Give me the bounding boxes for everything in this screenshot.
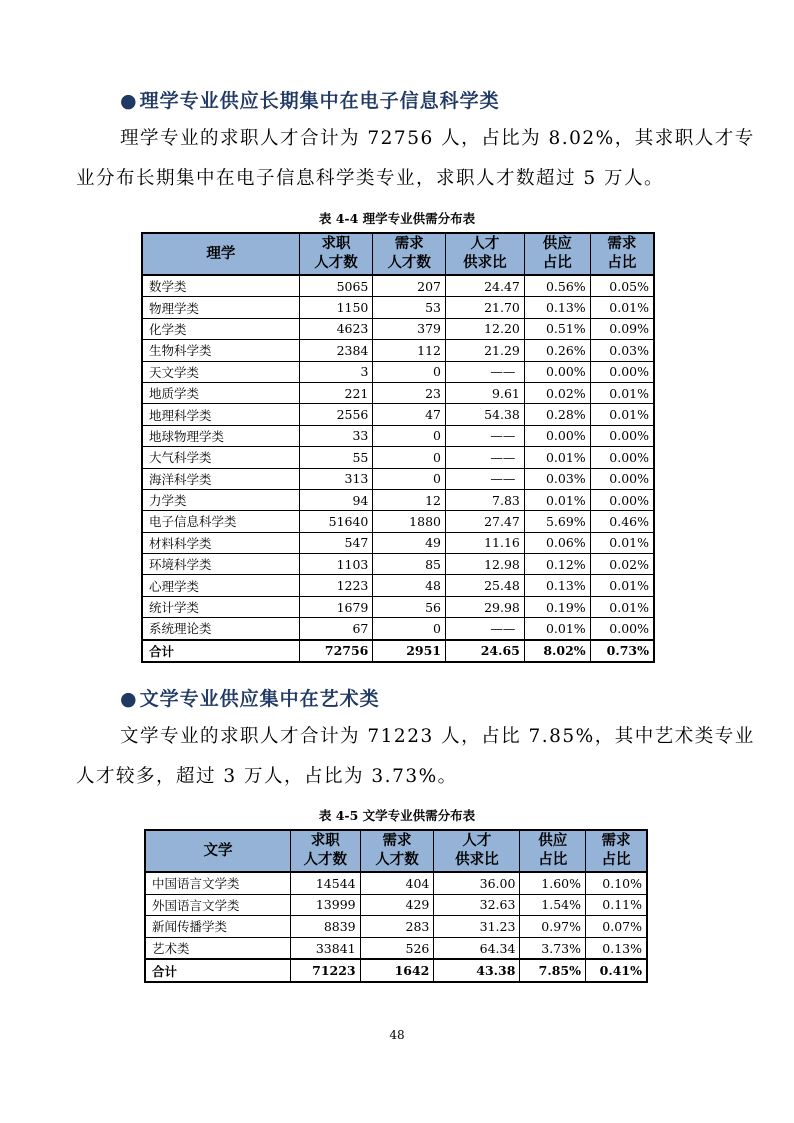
row-label: 地理科学类: [142, 404, 299, 425]
science-supply-demand-table: [141, 232, 655, 663]
table-cell: 0.00%: [590, 425, 654, 446]
table-total-row: [142, 640, 654, 662]
table-cell: 54.38: [445, 404, 524, 425]
bullet-icon: ●: [120, 688, 138, 710]
row-label: 生物科学类: [142, 340, 299, 361]
table-cell: 0.01%: [524, 618, 590, 640]
table-cell: 283: [360, 916, 434, 938]
table-cell: 0.10%: [585, 872, 647, 894]
column-header: 供应 占比: [520, 830, 586, 872]
table-row: [142, 318, 654, 339]
table-cell: 12.98: [445, 554, 524, 575]
table-cell: 48: [373, 575, 446, 596]
row-label: 材料科学类: [142, 532, 299, 553]
column-header: 需求 人才数: [360, 830, 434, 872]
row-label: 物理学类: [142, 297, 299, 318]
table-cell: 1223: [299, 575, 373, 596]
row-label: 地质学类: [142, 382, 299, 403]
table-cell: 23: [373, 382, 446, 403]
table-cell: 33: [299, 425, 373, 446]
column-header: 需求 人才数: [373, 233, 446, 275]
table-cell: 43.38: [434, 959, 520, 982]
table-cell: 0: [373, 361, 446, 382]
table-cell: 1679: [299, 596, 373, 617]
table-cell: ——: [445, 468, 524, 489]
table-cell: 24.65: [445, 640, 524, 662]
table-cell: 2384: [299, 340, 373, 361]
row-label: 系统理论类: [142, 618, 299, 640]
table-cell: 0.13%: [524, 575, 590, 596]
row-label: 合计: [145, 959, 290, 982]
table-cell: 1642: [360, 959, 434, 982]
table-row: [145, 916, 647, 938]
table-cell: 64.34: [434, 937, 520, 959]
table-cell: 0.51%: [524, 318, 590, 339]
table-cell: ——: [445, 447, 524, 468]
table-cell: ——: [445, 618, 524, 640]
row-label: 统计学类: [142, 596, 299, 617]
table-cell: 33841: [290, 937, 360, 959]
table-cell: 1103: [299, 554, 373, 575]
table-row: [142, 596, 654, 617]
table-row: [142, 297, 654, 318]
table-header-row: [145, 830, 647, 872]
table-cell: 0.09%: [590, 318, 654, 339]
table-cell: 0.56%: [524, 275, 590, 297]
table-cell: 14544: [290, 872, 360, 894]
row-label: 地球物理学类: [142, 425, 299, 446]
table-row: [142, 554, 654, 575]
table-cell: 21.70: [445, 297, 524, 318]
table-cell: 0.01%: [524, 489, 590, 510]
table-cell: 0.01%: [590, 596, 654, 617]
table-cell: 56: [373, 596, 446, 617]
table-cell: 0.01%: [524, 447, 590, 468]
table-row: [145, 937, 647, 959]
column-header: 求职 人才数: [299, 233, 373, 275]
table-cell: 72756: [299, 640, 373, 662]
table-cell: 7.85%: [520, 959, 586, 982]
table-4-4-caption: 表 4-4 理学专业供需分布表: [318, 211, 476, 226]
table-cell: 0.13%: [524, 297, 590, 318]
table-cell: 0.00%: [590, 489, 654, 510]
table-cell: 0.03%: [524, 468, 590, 489]
table-cell: 379: [373, 318, 446, 339]
table-cell: ——: [445, 361, 524, 382]
table-row: [142, 340, 654, 361]
row-label: 环境科学类: [142, 554, 299, 575]
table-cell: 47: [373, 404, 446, 425]
table-cell: 0.26%: [524, 340, 590, 361]
section-heading-literature: [120, 684, 380, 711]
table-row: [142, 361, 654, 382]
table-cell: 0.01%: [590, 404, 654, 425]
table-cell: 27.47: [445, 511, 524, 532]
table-cell: 526: [360, 937, 434, 959]
table-cell: 3: [299, 361, 373, 382]
table-row: [142, 532, 654, 553]
table-cell: 313: [299, 468, 373, 489]
table-cell: 0.03%: [590, 340, 654, 361]
table-cell: 67: [299, 618, 373, 640]
row-label: 中国语言文学类: [145, 872, 290, 894]
table-cell: 1880: [373, 511, 446, 532]
table-cell: 21.29: [445, 340, 524, 361]
table-cell: 5065: [299, 275, 373, 297]
table-cell: 49: [373, 532, 446, 553]
row-label: 化学类: [142, 318, 299, 339]
page-number: 48: [389, 1028, 405, 1042]
table-row: [145, 872, 647, 894]
table-cell: 85: [373, 554, 446, 575]
row-label: 大气科学类: [142, 447, 299, 468]
table-cell: 7.83: [445, 489, 524, 510]
column-header: 文学: [145, 830, 290, 872]
table-cell: 24.47: [445, 275, 524, 297]
table-header-row: [142, 233, 654, 275]
table-4-5-caption: 表 4-5 文学专业供需分布表: [318, 808, 476, 823]
table-cell: 207: [373, 275, 446, 297]
table-cell: 0.41%: [585, 959, 647, 982]
table-cell: 0.00%: [524, 425, 590, 446]
literature-supply-demand-table: [144, 829, 648, 983]
table-cell: 0.00%: [590, 361, 654, 382]
column-header: 理学: [142, 233, 299, 275]
section-heading-science-text: 理学专业供应长期集中在电子信息科学类: [139, 90, 500, 112]
table-cell: 12: [373, 489, 446, 510]
table-cell: 12.20: [445, 318, 524, 339]
table-row: [142, 425, 654, 446]
table-cell: 0.05%: [590, 275, 654, 297]
table-cell: 4623: [299, 318, 373, 339]
row-label: 心理学类: [142, 575, 299, 596]
column-header: 求职 人才数: [290, 830, 360, 872]
column-header: 供应 占比: [524, 233, 590, 275]
table-cell: 25.48: [445, 575, 524, 596]
table-cell: 0.02%: [590, 554, 654, 575]
table-cell: 0: [373, 447, 446, 468]
table-cell: 1.60%: [520, 872, 586, 894]
row-label: 海洋科学类: [142, 468, 299, 489]
table-cell: 0.00%: [590, 468, 654, 489]
table-row: [142, 468, 654, 489]
table-cell: 0: [373, 468, 446, 489]
table-cell: 5.69%: [524, 511, 590, 532]
table-cell: 32.63: [434, 894, 520, 916]
row-label: 天文学类: [142, 361, 299, 382]
bullet-icon: ●: [120, 90, 138, 112]
table-cell: 0.02%: [524, 382, 590, 403]
table-cell: 94: [299, 489, 373, 510]
table-cell: 0.28%: [524, 404, 590, 425]
table-cell: 0.97%: [520, 916, 586, 938]
science-paragraph: 理学专业的求职人才合计为 72756 人，占比为 8.02%，其求职人才专业分布长期集中在电子信息科学类专业，求职人才数超过 5 万人。: [76, 128, 755, 189]
table-cell: 11.16: [445, 532, 524, 553]
table-cell: 221: [299, 382, 373, 403]
table-cell: 0.73%: [590, 640, 654, 662]
column-header: 需求 占比: [590, 233, 654, 275]
table-cell: 547: [299, 532, 373, 553]
table-cell: 0.01%: [590, 532, 654, 553]
table-cell: 0.07%: [585, 916, 647, 938]
table-row: [142, 575, 654, 596]
row-label: 新闻传播学类: [145, 916, 290, 938]
table-row: [142, 404, 654, 425]
table-cell: 404: [360, 872, 434, 894]
table-cell: 0.13%: [585, 937, 647, 959]
row-label: 外国语言文学类: [145, 894, 290, 916]
column-header: 需求 占比: [585, 830, 647, 872]
row-label: 数学类: [142, 275, 299, 297]
table-row: [142, 618, 654, 640]
table-cell: 8839: [290, 916, 360, 938]
table-cell: 0.01%: [590, 575, 654, 596]
table-cell: 51640: [299, 511, 373, 532]
table-cell: ——: [445, 425, 524, 446]
table-cell: 2556: [299, 404, 373, 425]
table-cell: 429: [360, 894, 434, 916]
table-cell: 9.61: [445, 382, 524, 403]
table-cell: 3.73%: [520, 937, 586, 959]
row-label: 合计: [142, 640, 299, 662]
row-label: 艺术类: [145, 937, 290, 959]
table-cell: 0.12%: [524, 554, 590, 575]
table-cell: 0.19%: [524, 596, 590, 617]
table-row: [142, 511, 654, 532]
table-cell: 0: [373, 618, 446, 640]
table-row: [142, 447, 654, 468]
table-cell: 0.00%: [590, 618, 654, 640]
table-cell: 8.02%: [524, 640, 590, 662]
table-cell: 0.46%: [590, 511, 654, 532]
table-row: [142, 275, 654, 297]
table-cell: 0: [373, 425, 446, 446]
table-cell: 0.01%: [590, 297, 654, 318]
row-label: 力学类: [142, 489, 299, 510]
table-cell: 55: [299, 447, 373, 468]
table-cell: 0.00%: [524, 361, 590, 382]
table-cell: 0.11%: [585, 894, 647, 916]
table-row: [142, 489, 654, 510]
table-row: [145, 894, 647, 916]
column-header: 人才 供求比: [434, 830, 520, 872]
table-cell: 2951: [373, 640, 446, 662]
table-cell: 71223: [290, 959, 360, 982]
table-cell: 0.01%: [590, 382, 654, 403]
row-label: 电子信息科学类: [142, 511, 299, 532]
table-cell: 0.06%: [524, 532, 590, 553]
section-heading-science: [120, 86, 500, 113]
table-total-row: [145, 959, 647, 982]
table-cell: 36.00: [434, 872, 520, 894]
table-cell: 112: [373, 340, 446, 361]
column-header: 人才 供求比: [445, 233, 524, 275]
table-cell: 1.54%: [520, 894, 586, 916]
table-cell: 0.00%: [590, 447, 654, 468]
table-cell: 31.23: [434, 916, 520, 938]
section-heading-literature-text: 文学专业供应集中在艺术类: [139, 688, 380, 710]
literature-paragraph: 文学专业的求职人才合计为 71223 人，占比 7.85%，其中艺术类专业人才较多，超过 3 万人，占比为 3.73%。: [76, 726, 755, 787]
table-row: [142, 382, 654, 403]
table-cell: 53: [373, 297, 446, 318]
table-cell: 29.98: [445, 596, 524, 617]
table-cell: 1150: [299, 297, 373, 318]
table-cell: 13999: [290, 894, 360, 916]
